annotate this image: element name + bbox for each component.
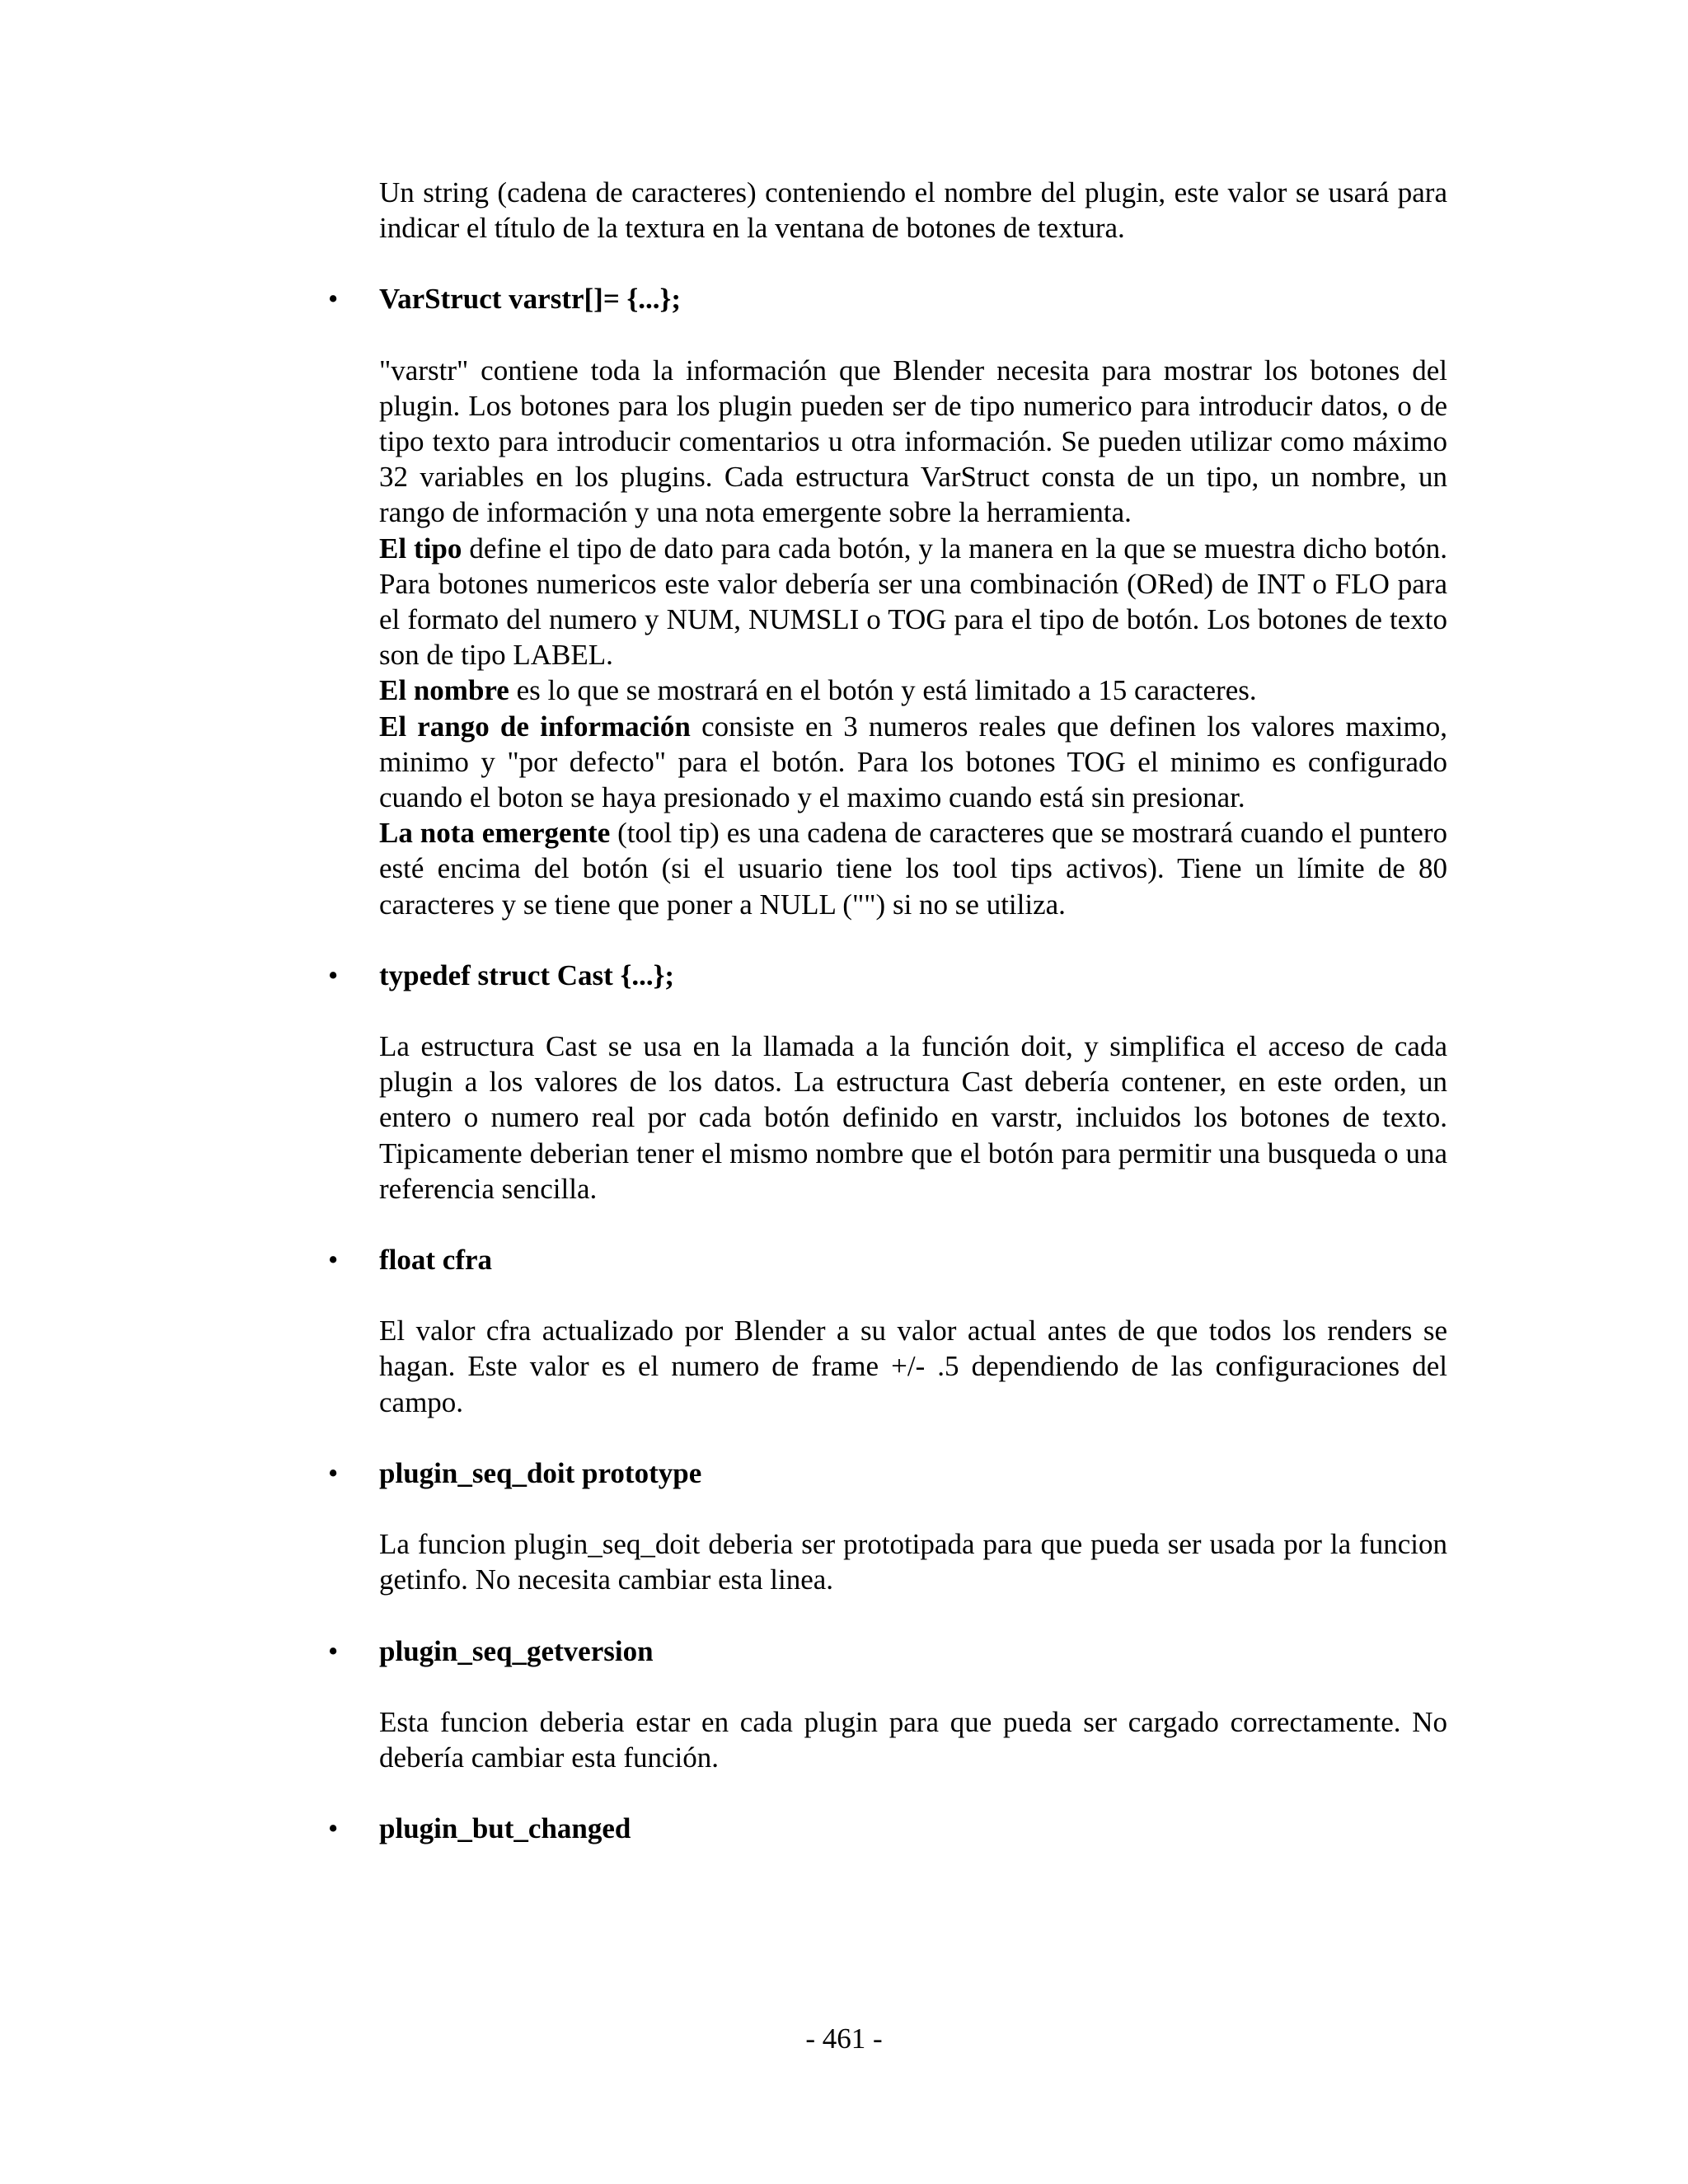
bullet-title: plugin_but_changed [379,1812,631,1845]
bullet-item-but-changed [328,1811,1447,1846]
field-tipo [379,531,1447,673]
field-text: consiste en 3 numeros reales que definen los valores maximo, minimo y "por defecto" para el botón. Para los botones TOG el minimo es configurado cuando el boton se haya presionado y el maximo cuando está sin presionar. [379,710,1448,814]
field-term: La nota emergente [379,817,611,850]
section-body-text: La estructura Cast se usa en la llamada a la función doit, y simplifica el acceso de cada plugin a los valores de los datos. La estructura Cast debería contener, en este orden, un entero o numero real por cada botón definido en varstr, incluidos los botones de texto. Tipicamente deberian tener el mismo nombre que el botón para permitir una busqueda o una referencia sencilla. [379,1030,1447,1205]
section-body [379,353,1447,922]
bullet-title: plugin_seq_doit prototype [379,1456,702,1489]
bullet-item-seq-doit [328,1455,1447,1491]
field-text: es lo que se mostrará en el botón y está limitado a 15 caracteres. [509,674,1257,707]
field-text: (tool tip) es una cadena de caracteres que se mostrará cuando el puntero esté encima del botón (si el usuario tiene los tool tips activos). Tiene un límite de 80 caracteres y se tiene que poner a NULL ("") si no se utiliza. [379,817,1447,921]
bullet-title: typedef struct Cast {...}; [379,958,675,991]
field-rango [379,709,1447,816]
section-body-text: "varstr" contiene toda la información que Blender necesita para mostrar los botones del plugin. Los botones para los plugin pueden ser de tipo numerico para introducir datos, o de tipo texto para introducir comentarios u otra información. Se pueden utilizar como máximo 32 variables en los plugins. Cada estructura VarStruct consta de un tipo, un nombre, un rango de información y una nota emergente sobre la herramienta. [379,354,1447,529]
section-body-text: El valor cfra actualizado por Blender a su valor actual antes de que todos los renders se hagan. Este valor es el numero de frame +/- .5 dependiendo de las configuraciones del campo. [379,1315,1447,1418]
intro-paragraph: Un string (cadena de caracteres) conteniendo el nombre del plugin, este valor se usará para indicar el título de la textura en la ventana de botones de textura. [379,176,1447,245]
bullet-item-cast [328,958,1447,993]
bullet-title: VarStruct varstr[]= {...}; [379,283,681,316]
bullet-icon: • [328,1812,339,1845]
page-content [328,175,1448,1882]
field-nota-emergente [379,815,1447,922]
bullet-icon: • [328,958,339,991]
bullet-item-cfra [328,1242,1447,1277]
bullet-icon: • [328,1634,339,1667]
section-body-text: La funcion plugin_seq_doit deberia ser prototipada para que pueda ser usada por la funcion getinfo. No necesita cambiar esta linea. [379,1528,1447,1596]
bullet-title: plugin_seq_getversion [379,1634,654,1667]
field-text: define el tipo de dato para cada botón, y la manera en la que se muestra dicho botón. Para botones numericos este valor debería ser una combinación (ORed) de INT o FLO para el formato del numero y NUM, NUMSLI o TOG para el tipo de botón. Los botones de texto son de tipo LABEL. [379,532,1447,672]
page-number: - 461 - [805,2022,883,2055]
section-body-text: Esta funcion deberia estar en cada plugin para que pueda ser cargado correctamente. No debería cambiar esta función. [379,1705,1447,1774]
field-term: El rango de información [379,710,691,743]
bullet-icon: • [328,283,339,316]
bullet-item-varstruct [328,281,1447,316]
field-nombre [379,673,1447,708]
field-term: El nombre [379,674,509,707]
bullet-icon: • [328,1244,339,1277]
bullet-item-seq-getversion [328,1633,1447,1669]
bullet-title: float cfra [379,1244,493,1277]
bullet-icon: • [328,1456,339,1489]
field-term: El tipo [379,532,462,565]
